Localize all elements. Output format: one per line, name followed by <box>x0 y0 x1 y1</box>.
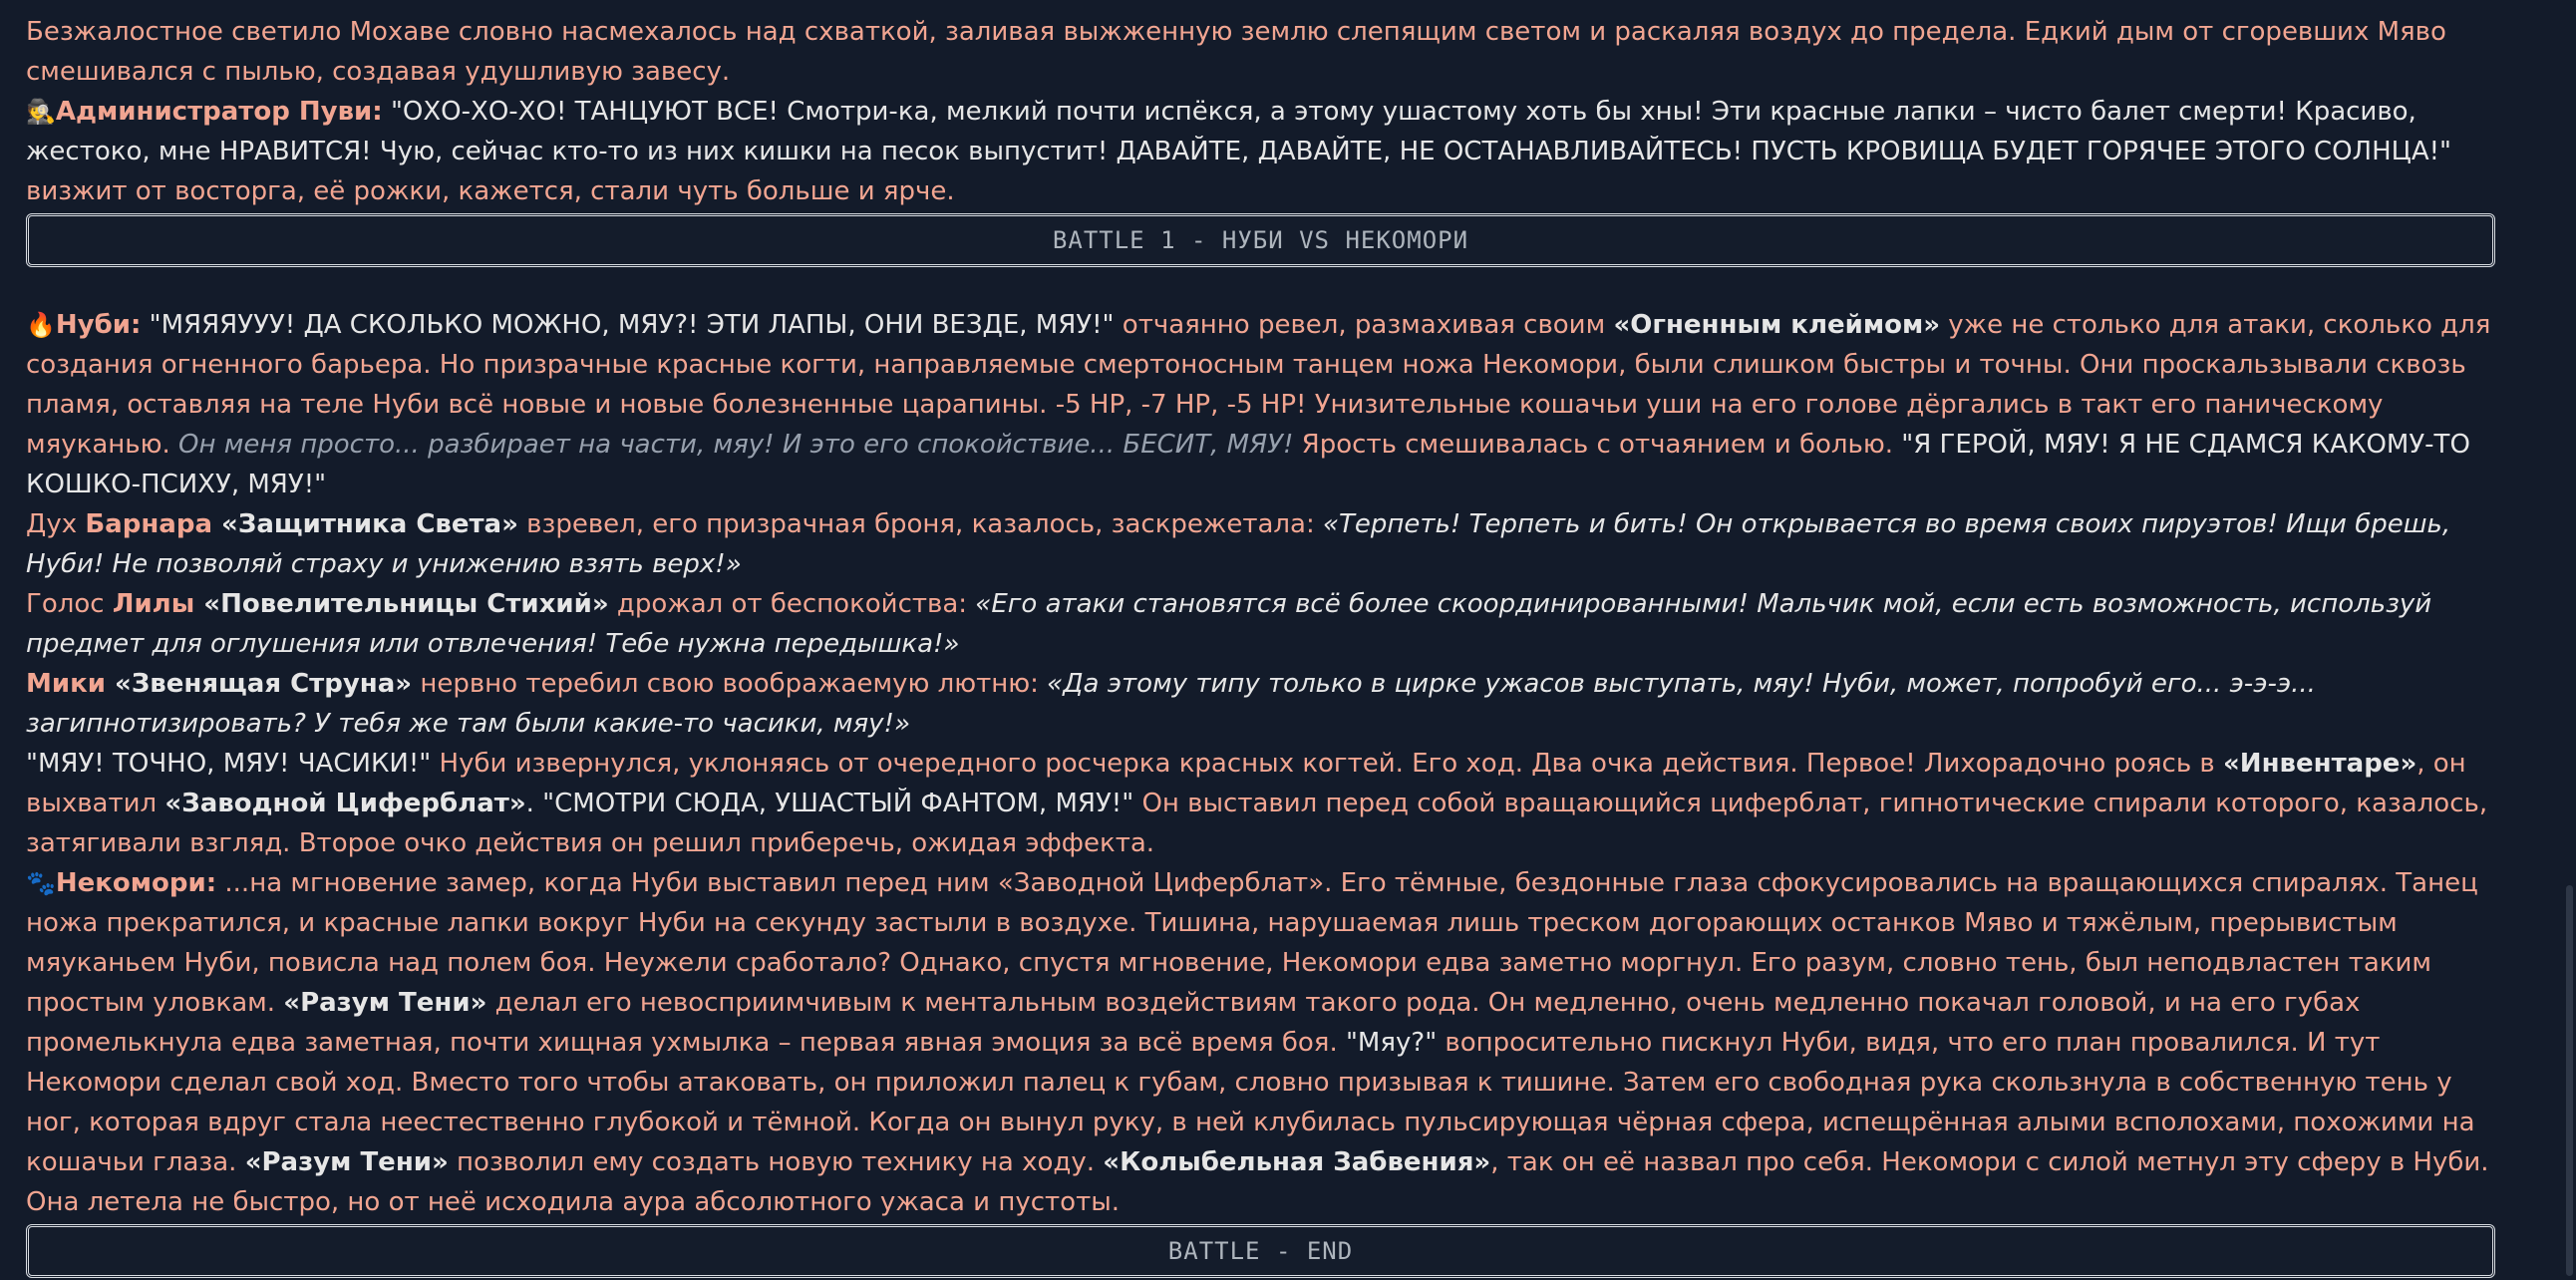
miki-name: Мики <box>26 669 106 699</box>
admin-name: Администратор Пуви: <box>55 97 383 127</box>
miki-title: «Звенящая Струна» <box>105 669 413 699</box>
lila-paragraph <box>26 584 2503 664</box>
nekomori-text-3: вопросительно пискнул Нуби, видя, что его план провалился. И тут Некомори сделал свой ход. Вместо того чтобы атаковать, он приложил палец к губам, словно призывая к тишине. Затем его свободная рука скользнула в собственную тень у ног, которая вдруг стала неестественно глубокой и тёмной. Когда он вынул руку, в ней клубилась пульсирующая чёрная сфера, испещрённая алыми всполохами, похожими на кошачьи глаза. <box>26 1028 2475 1177</box>
lila-name: Лилы <box>112 589 195 619</box>
nubi-item-brand: «Огненным клеймом» <box>1613 310 1940 340</box>
vertical-scrollbar[interactable] <box>2562 0 2576 1280</box>
barnar-name: Барнара <box>85 509 212 539</box>
nubi-speech-1: "МЯЯЯУУУ! ДА СКОЛЬКО МОЖНО, МЯУ?! ЭТИ ЛАПЫ, ОНИ ВЕЗДЕ, МЯУ!" <box>141 310 1115 340</box>
nekomori-text-4: позволил ему создать новую технику на ходу. <box>448 1147 1104 1177</box>
chat-message-content <box>26 12 2503 1280</box>
lila-title: «Повелительницы Стихий» <box>194 589 609 619</box>
nubi-narration-1: отчаянно ревел, размахивая своим <box>1114 310 1614 340</box>
battle-header-banner: BATTLE 1 - НУБИ VS НЕКОМОРИ <box>26 213 2495 267</box>
action-narration-3: . <box>525 789 543 818</box>
barnar-title: «Защитника Света» <box>212 509 518 539</box>
nekomori-text-2: делал его невосприимчивым к ментальным воздействиям такого рода. Он медленно, очень медленно покачал головой, и на его губах промелькнула едва заметная, почти хищная ухмылка – первая явная эмоция за всё время боя. <box>26 988 2361 1058</box>
action-narration-2: , он выхватил <box>26 749 2466 818</box>
nekomori-paragraph <box>26 863 2503 1222</box>
action-speech-1: "МЯУ! ТОЧНО, МЯУ! ЧАСИКИ!" <box>26 749 432 779</box>
scrollbar-thumb[interactable] <box>2566 885 2573 1276</box>
miki-speech: «Да этому типу только в цирке ужасов выступать, мяу! Нуби, может, попробуй его... э-э-э... загипнотизировать? У тебя же там были какие-то часики, мяу!» <box>26 669 2316 739</box>
action-narration-4: Он выставил перед собой вращающийся циферблат, гипнотические спирали которого, казалось, затягивали взгляд. Второе очко действия он решил приберечь, ожидая эффекта. <box>26 789 2488 858</box>
lila-speech: «Его атаки становятся всё более скоординированными! Мальчик мой, если есть возможность, используй предмет для оглушения или отвлечения! Тебе нужна передышка!» <box>26 589 2432 659</box>
action-inventory: «Инвентаре» <box>2223 749 2417 779</box>
nekomori-skill-3: «Колыбельная Забвения» <box>1103 1147 1491 1177</box>
action-narration-1: Нуби извернулся, уклоняясь от очередного росчерка красных когтей. Его ход. Два очка действия. Первое! Лихорадочно роясь в <box>431 749 2224 779</box>
fire-icon: 🔥 <box>26 311 56 339</box>
admin-after: визжит от восторга, её рожки, кажется, стали чуть больше и ярче. <box>26 176 955 206</box>
spacer <box>26 269 2503 305</box>
admin-paragraph <box>26 92 2503 211</box>
nekomori-text-5: , так он её назвал про себя. Некомори с силой метнул эту сферу в Нуби. Она летела не быстро, но от неё исходила аура абсолютного ужаса и пустоты. <box>26 1147 2489 1217</box>
barnar-paragraph <box>26 504 2503 584</box>
barnar-narration: взревел, его призрачная броня, казалось, заскрежетала: <box>517 509 1323 539</box>
nekomori-text-1: ...на мгновение замер, когда Нуби выставил перед ним «Заводной Циферблат». Его тёмные, бездонные глаза сфокусировались на вращающихся спиралях. Танец ножа прекратился, и красные лапки вокруг Нуби на секунду застыли в воздухе. Тишина, нарушаемая лишь треском догорающих останков Мяво и тяжёлым, прерывистым мяуканьем Нуби, повисла над полем боя. Неужели сработало? Однако, спустя мгновение, Некомори едва заметно моргнул. Его разум, словно тень, был неподвластен таким простым уловкам. <box>26 868 2478 1018</box>
nubi-paragraph <box>26 305 2503 504</box>
nubi-narration-3: Ярость смешивалась с отчаянием и болью. <box>1293 430 1902 460</box>
lila-prefix: Голос <box>26 589 113 619</box>
lila-narration: дрожал от беспокойства: <box>608 589 976 619</box>
battle-end-banner: BATTLE - END <box>26 1224 2495 1278</box>
intro-paragraph <box>26 12 2503 92</box>
nubi-narration-2: уже не столько для атаки, сколько для создания огненного барьера. Но призрачные красные когти, направляемые смертоносным танцем ножа Некомори, были слишком быстры и точны. Они проскальзывали сквозь пламя, оставляя на теле Нуби всё новые и новые болезненные царапины. -5 HP, -7 HP, -5 HP! Унизительные кошачьи уши на его голове дёргались в такт его паническому мяуканью. <box>26 310 2491 460</box>
nubi-speech-2: "Я ГЕРОЙ, МЯУ! Я НЕ СДАМСЯ КАКОМУ-ТО КОШКО-ПСИХУ, МЯУ!" <box>26 430 2470 499</box>
miki-narration: нервно теребил свою воображаемую лютню: <box>412 669 1048 699</box>
nubi-thought: Он меня просто... разбирает на части, мяу! И это его спокойствие... БЕСИТ, МЯУ! <box>178 430 1294 460</box>
nubi-name: Нуби: <box>55 310 142 340</box>
intro-text: Безжалостное светило Мохаве словно насмехалось над схваткой, заливая выжженную землю слепящим светом и раскаляя воздух до предела. Едкий дым от сгоревших Мяво смешивался с пылью, создавая удушливую завесу. <box>26 17 2446 87</box>
nekomori-skill-2: «Разум Тени» <box>244 1147 449 1177</box>
action-paragraph <box>26 744 2503 863</box>
nekomori-speech: "Мяу?" <box>1345 1028 1438 1058</box>
miki-paragraph <box>26 664 2503 744</box>
action-item: «Заводной Циферблат» <box>164 789 526 818</box>
barnar-prefix: Дух <box>26 509 86 539</box>
barnar-speech: «Терпеть! Терпеть и бить! Он открывается во время своих пируэтов! Ищи брешь, Нуби! Не позволяй страху и унижению взять верх!» <box>26 509 2451 579</box>
paw-icon: 🐾 <box>26 869 56 897</box>
action-speech-2: "СМОТРИ СЮДА, УШАСТЫЙ ФАНТОМ, МЯУ!" <box>542 789 1134 818</box>
nekomori-name: Некомори: <box>55 868 217 898</box>
admin-speech: "ОХО-ХО-ХО! ТАНЦУЮТ ВСЕ! Смотри-ка, мелкий почти испёкся, а этому ушастому хоть бы хны! Эти красные лапки – чисто балет смерти! Красиво, жестоко, мне НРАВИТСЯ! Чую, сейчас кто-то из них кишки на песок выпустит! ДАВАЙТЕ, ДАВАЙТЕ, НЕ ОСТАНАВЛИВАЙТЕСЬ! ПУСТЬ КРОВИЩА БУДЕТ ГОРЯЧЕЕ ЭТОГО СОЛНЦА!" <box>26 97 2451 166</box>
nekomori-skill-1: «Разум Тени» <box>283 988 487 1018</box>
detective-icon: 🕵 <box>26 98 56 126</box>
